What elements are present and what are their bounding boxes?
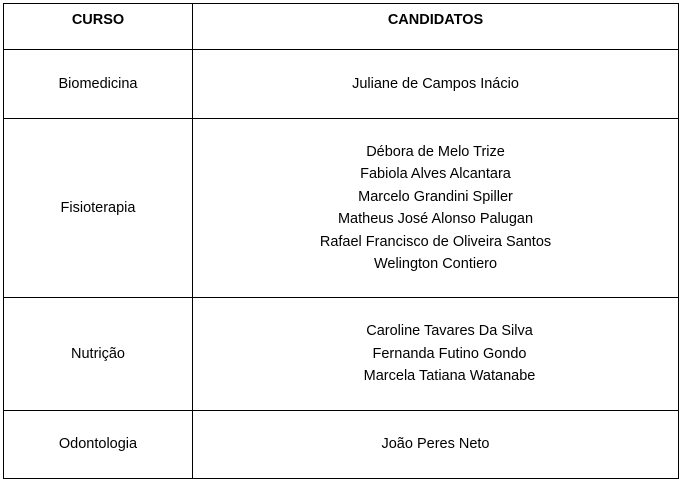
candidate-name: Fernanda Futino Gondo: [372, 345, 527, 362]
candidate-name: Marcela Tatiana Watanabe: [363, 368, 536, 385]
candidate-name: Fabiola Alves Alcantara: [360, 166, 511, 182]
header-curso: CURSO: [4, 4, 193, 50]
candidate-name: Juliane de Campos Inácio: [352, 75, 519, 92]
table-row: [4, 119, 679, 298]
table-row: [4, 411, 679, 479]
candidates-cell: [193, 411, 679, 479]
candidate-list: [320, 141, 551, 276]
candidate-name: Caroline Tavares Da Silva: [366, 323, 533, 340]
candidates-cell: [193, 298, 679, 411]
candidate-name: Rafael Francisco de Oliveira Santos: [319, 233, 552, 250]
course-cell: Nutrição: [4, 298, 193, 411]
course-cell: Odontologia: [4, 411, 193, 479]
candidates-table: [3, 3, 679, 479]
candidate-name: Débora de Melo Trize: [366, 143, 505, 160]
candidates-cell: [193, 119, 679, 298]
candidate-list: [352, 73, 519, 96]
candidate-list: [381, 433, 489, 456]
table-row: [4, 298, 679, 411]
candidate-name: Matheus José Alonso Palugan: [337, 211, 534, 227]
candidate-list: [364, 320, 536, 388]
candidate-name: Welington Contiero: [373, 256, 498, 272]
course-cell: Biomedicina: [4, 50, 193, 119]
table-header-row: [4, 4, 679, 50]
header-candidatos: CANDIDATOS: [193, 4, 679, 50]
candidate-name: João Peres Neto: [381, 436, 490, 453]
table-row: [4, 50, 679, 119]
course-cell: Fisioterapia: [4, 119, 193, 298]
candidate-name: Marcelo Grandini Spiller: [358, 188, 513, 205]
candidates-cell: [193, 50, 679, 119]
